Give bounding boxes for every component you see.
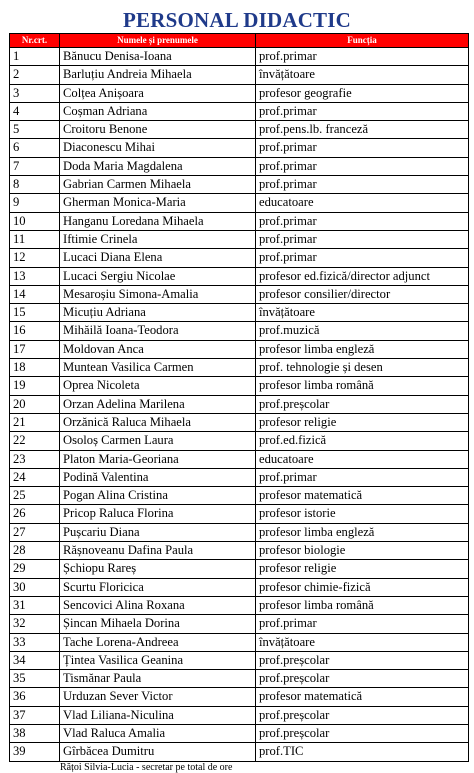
cell-name: Moldovan Anca <box>60 340 256 358</box>
cell-role: profesor biologie <box>256 542 469 560</box>
cell-number: 6 <box>10 139 60 157</box>
table-row <box>10 212 469 230</box>
table-row <box>10 267 469 285</box>
cell-name: Croitoru Benone <box>60 121 256 139</box>
cell-name: Urduzan Sever Victor <box>60 688 256 706</box>
cell-name: Bănucu Denisa-Ioana <box>60 48 256 66</box>
table-row <box>10 157 469 175</box>
cell-name: Micuțiu Adriana <box>60 304 256 322</box>
cell-name: Doda Maria Magdalena <box>60 157 256 175</box>
cell-role: prof.primar <box>256 139 469 157</box>
cell-name: Gîrbăcea Dumitru <box>60 743 256 761</box>
cell-number: 25 <box>10 487 60 505</box>
cell-role: profesor religie <box>256 560 469 578</box>
cell-role: profesor chimie-fizică <box>256 578 469 596</box>
table-row <box>10 139 469 157</box>
cell-name: Diaconescu Mihai <box>60 139 256 157</box>
cell-number: 29 <box>10 560 60 578</box>
cell-role: prof.primar <box>256 615 469 633</box>
cell-number: 16 <box>10 322 60 340</box>
cell-number: 21 <box>10 413 60 431</box>
cell-number: 35 <box>10 670 60 688</box>
cell-number: 4 <box>10 102 60 120</box>
footnote: Rățoi Silvia-Lucia - secretar pe total de ore <box>60 762 233 773</box>
cell-name: Lucaci Sergiu Nicolae <box>60 267 256 285</box>
column-header-number: Nr.crt. <box>10 34 60 48</box>
cell-role: prof.preșcolar <box>256 706 469 724</box>
table-row <box>10 395 469 413</box>
staff-table <box>9 33 469 762</box>
cell-role: profesor religie <box>256 413 469 431</box>
cell-role: profesor limba română <box>256 377 469 395</box>
table-row <box>10 651 469 669</box>
page-title: PERSONAL DIDACTIC <box>122 8 352 32</box>
table-row <box>10 560 469 578</box>
table-row <box>10 102 469 120</box>
cell-role: prof.primar <box>256 468 469 486</box>
cell-number: 9 <box>10 194 60 212</box>
cell-role: prof.pens.lb. franceză <box>256 121 469 139</box>
table-row <box>10 688 469 706</box>
table-row <box>10 487 469 505</box>
cell-role: profesor ed.fizică/director adjunct <box>256 267 469 285</box>
cell-number: 38 <box>10 724 60 742</box>
cell-role: prof.TIC <box>256 743 469 761</box>
table-header-row <box>10 34 469 48</box>
cell-name: Lucaci Diana Elena <box>60 249 256 267</box>
table-row <box>10 66 469 84</box>
cell-name: Gherman Monica-Maria <box>60 194 256 212</box>
cell-number: 18 <box>10 359 60 377</box>
cell-name: Vlad Raluca Amalia <box>60 724 256 742</box>
table-row <box>10 84 469 102</box>
cell-name: Sencovici Alina Roxana <box>60 596 256 614</box>
table-row <box>10 176 469 194</box>
cell-name: Mesaroșiu Simona-Amalia <box>60 285 256 303</box>
cell-number: 34 <box>10 651 60 669</box>
cell-number: 14 <box>10 285 60 303</box>
cell-number: 37 <box>10 706 60 724</box>
table-row <box>10 432 469 450</box>
cell-number: 22 <box>10 432 60 450</box>
cell-role: profesor limba engleză <box>256 340 469 358</box>
column-header-role: Funcția <box>256 34 469 48</box>
cell-name: Șchiopu Rareș <box>60 560 256 578</box>
table-row <box>10 450 469 468</box>
cell-name: Mihăilă Ioana-Teodora <box>60 322 256 340</box>
table-row <box>10 121 469 139</box>
cell-role: prof.muzică <box>256 322 469 340</box>
cell-number: 20 <box>10 395 60 413</box>
cell-number: 10 <box>10 212 60 230</box>
table-row <box>10 194 469 212</box>
table-row <box>10 724 469 742</box>
cell-role: prof.primar <box>256 176 469 194</box>
table-row <box>10 542 469 560</box>
cell-name: Șincan Mihaela Dorina <box>60 615 256 633</box>
cell-role: prof.primar <box>256 212 469 230</box>
cell-number: 33 <box>10 633 60 651</box>
cell-name: Pușcariu Diana <box>60 523 256 541</box>
table-row <box>10 523 469 541</box>
cell-role: educatoare <box>256 450 469 468</box>
cell-number: 23 <box>10 450 60 468</box>
cell-number: 28 <box>10 542 60 560</box>
cell-number: 17 <box>10 340 60 358</box>
cell-role: prof.primar <box>256 157 469 175</box>
cell-number: 27 <box>10 523 60 541</box>
cell-role: prof.primar <box>256 48 469 66</box>
table-row <box>10 377 469 395</box>
cell-number: 5 <box>10 121 60 139</box>
cell-number: 30 <box>10 578 60 596</box>
table-row <box>10 48 469 66</box>
cell-number: 39 <box>10 743 60 761</box>
cell-name: Tismănar Paula <box>60 670 256 688</box>
cell-number: 3 <box>10 84 60 102</box>
cell-name: Platon Maria-Georiana <box>60 450 256 468</box>
cell-number: 32 <box>10 615 60 633</box>
cell-name: Rășnoveanu Dafina Paula <box>60 542 256 560</box>
cell-name: Scurtu Floricica <box>60 578 256 596</box>
cell-name: Țintea Vasilica Geanina <box>60 651 256 669</box>
cell-role: prof.ed.fizică <box>256 432 469 450</box>
cell-name: Oprea Nicoleta <box>60 377 256 395</box>
cell-name: Iftimie Crinela <box>60 230 256 248</box>
cell-number: 2 <box>10 66 60 84</box>
cell-role: prof.primar <box>256 102 469 120</box>
cell-role: prof.primar <box>256 230 469 248</box>
cell-number: 11 <box>10 230 60 248</box>
table-row <box>10 505 469 523</box>
cell-number: 26 <box>10 505 60 523</box>
cell-name: Orzănică Raluca Mihaela <box>60 413 256 431</box>
cell-role: învățătoare <box>256 66 469 84</box>
table-row <box>10 706 469 724</box>
column-header-name: Numele și prenumele <box>60 34 256 48</box>
table-row <box>10 359 469 377</box>
cell-number: 31 <box>10 596 60 614</box>
cell-number: 12 <box>10 249 60 267</box>
table-row <box>10 596 469 614</box>
cell-number: 15 <box>10 304 60 322</box>
table-row <box>10 285 469 303</box>
table-row <box>10 615 469 633</box>
cell-name: Muntean Vasilica Carmen <box>60 359 256 377</box>
cell-role: prof.preșcolar <box>256 670 469 688</box>
table-row <box>10 322 469 340</box>
cell-name: Barluțiu Andreia Mihaela <box>60 66 256 84</box>
table-row <box>10 743 469 761</box>
table-row <box>10 230 469 248</box>
cell-role: educatoare <box>256 194 469 212</box>
cell-number: 13 <box>10 267 60 285</box>
table-row <box>10 670 469 688</box>
cell-name: Orzan Adelina Marilena <box>60 395 256 413</box>
cell-number: 1 <box>10 48 60 66</box>
cell-name: Pogan Alina Cristina <box>60 487 256 505</box>
cell-role: profesor limba română <box>256 596 469 614</box>
cell-name: Gabrian Carmen Mihaela <box>60 176 256 194</box>
cell-number: 36 <box>10 688 60 706</box>
cell-name: Coșman Adriana <box>60 102 256 120</box>
cell-role: învățătoare <box>256 633 469 651</box>
cell-role: profesor matematică <box>256 688 469 706</box>
cell-role: prof.preșcolar <box>256 395 469 413</box>
table-row <box>10 413 469 431</box>
cell-number: 19 <box>10 377 60 395</box>
cell-name: Podină Valentina <box>60 468 256 486</box>
cell-role: învățătoare <box>256 304 469 322</box>
cell-name: Vlad Liliana-Niculina <box>60 706 256 724</box>
cell-name: Colțea Anișoara <box>60 84 256 102</box>
cell-number: 8 <box>10 176 60 194</box>
cell-name: Tache Lorena-Andreea <box>60 633 256 651</box>
table-row <box>10 468 469 486</box>
cell-role: profesor geografie <box>256 84 469 102</box>
cell-role: profesor istorie <box>256 505 469 523</box>
cell-name: Pricop Raluca Florina <box>60 505 256 523</box>
cell-role: prof.preșcolar <box>256 724 469 742</box>
cell-role: profesor matematică <box>256 487 469 505</box>
cell-role: profesor consilier/director <box>256 285 469 303</box>
table-row <box>10 249 469 267</box>
table-row <box>10 340 469 358</box>
cell-role: profesor limba engleză <box>256 523 469 541</box>
cell-name: Osoloș Carmen Laura <box>60 432 256 450</box>
cell-role: prof.preșcolar <box>256 651 469 669</box>
cell-number: 7 <box>10 157 60 175</box>
cell-role: prof. tehnologie și desen <box>256 359 469 377</box>
table-row <box>10 578 469 596</box>
table-row <box>10 633 469 651</box>
cell-name: Hanganu Loredana Mihaela <box>60 212 256 230</box>
cell-role: prof.primar <box>256 249 469 267</box>
table-body <box>10 48 469 762</box>
table-row <box>10 304 469 322</box>
cell-number: 24 <box>10 468 60 486</box>
